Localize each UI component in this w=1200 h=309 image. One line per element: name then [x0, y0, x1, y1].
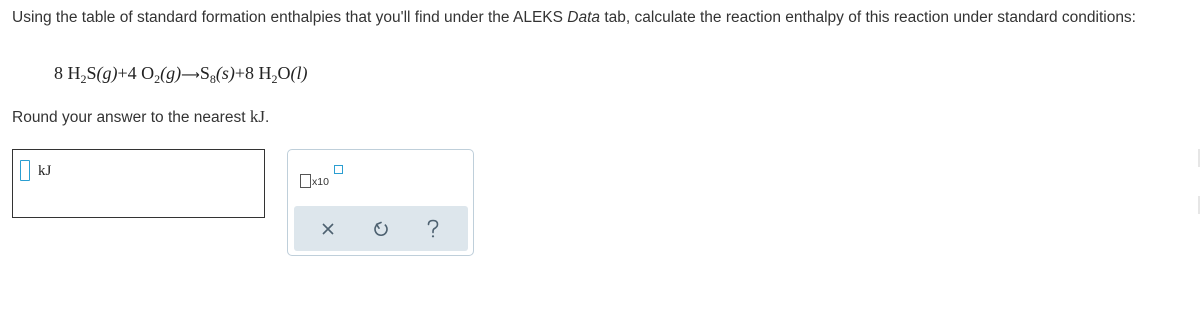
answer-area[interactable] — [12, 149, 265, 218]
state-label: (g) — [96, 63, 118, 83]
tool-panel — [287, 149, 474, 256]
subscript: 8 — [209, 72, 216, 86]
plus-sign: + — [234, 63, 245, 83]
close-icon — [321, 222, 335, 236]
reaction-equation — [54, 63, 307, 84]
plus-sign: + — [117, 63, 128, 83]
state-label: (l) — [290, 63, 308, 83]
subscript: 2 — [154, 72, 161, 86]
answer-input[interactable] — [20, 160, 30, 181]
times-ten-label: x10 — [312, 176, 329, 188]
element-symbol: H — [258, 63, 272, 83]
rounding-text: Round your answer to the nearest — [12, 109, 250, 126]
question-text-start: Using the table of standard formation enthalpies that you'll find under the ALEKS — [12, 9, 568, 26]
question-text — [12, 9, 1162, 26]
reaction-arrow: ⟶ — [181, 68, 200, 83]
exponent-box-icon — [334, 165, 343, 174]
undo-button[interactable] — [368, 216, 394, 242]
clear-button[interactable] — [315, 216, 341, 242]
help-button[interactable] — [420, 216, 446, 242]
element-symbol: O — [141, 63, 155, 83]
rounding-instruction — [12, 107, 269, 127]
state-label: (g) — [160, 63, 182, 83]
coefficient: 8 — [244, 63, 254, 83]
answer-unit: kJ — [38, 163, 52, 179]
question-text-end: tab, calculate the reaction enthalpy of this reaction under standard conditions: — [600, 9, 1136, 26]
element-symbol: O — [277, 63, 291, 83]
scientific-notation-button[interactable] — [300, 165, 346, 191]
subscript: 2 — [80, 72, 87, 86]
rounding-period: . — [264, 109, 270, 126]
data-tab-reference: Data — [567, 9, 601, 26]
element-symbol: S — [86, 63, 97, 83]
help-icon — [426, 219, 440, 239]
subscript: 2 — [271, 72, 278, 86]
coefficient: 8 — [54, 63, 63, 83]
action-bar — [294, 206, 468, 251]
coefficient: 4 — [127, 63, 137, 83]
undo-icon — [372, 220, 390, 238]
element-symbol: H — [67, 63, 81, 83]
element-symbol: S — [199, 63, 210, 83]
state-label: (s) — [215, 63, 235, 83]
base-box-icon — [300, 174, 311, 188]
rounding-unit: kJ — [249, 107, 265, 126]
